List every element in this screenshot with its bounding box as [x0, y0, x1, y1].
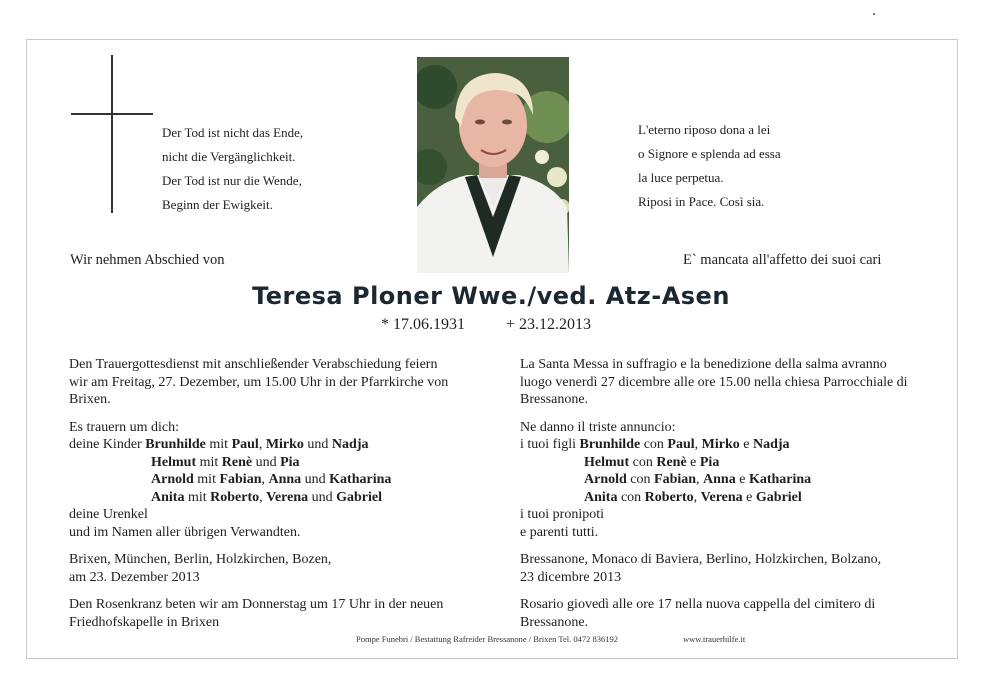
relatives-line: e parenti tutti. [520, 524, 599, 540]
family-line: Helmut mit Renè und Pia [151, 454, 300, 470]
verse-line: Beginn der Ewigkeit. [162, 197, 273, 212]
grandchildren-line: deine Urenkel [69, 507, 148, 522]
service-line: La Santa Messa in suffragio e la benedizione della salma avranno [520, 357, 887, 372]
family-line: Anita mit Roberto, Verena und Gabriel [151, 489, 383, 505]
grandchildren-line: i tuoi pronipoti [520, 507, 604, 522]
service-line: Brixen. [69, 392, 111, 407]
family-line: deine Kinder Brunhilde mit Paul, Mirko und Nadja [69, 437, 369, 452]
place-date-line: Bressanone, Monaco di Baviera, Berlino, Holzkirchen, Bolzano, [520, 552, 882, 567]
birth-date: * 17.06.1931 [381, 316, 465, 333]
farewell-lead-italian: E` mancata all'affetto dei suoi cari [683, 252, 882, 268]
death-date: + 23.12.2013 [506, 316, 592, 333]
cross-icon [111, 55, 113, 213]
rosary-line: Den Rosenkranz beten wir am Donnerstag um 17 Uhr in der neuen [69, 597, 444, 612]
verse-line: o Signore e splenda ad essa [638, 146, 781, 161]
verse-line: nicht die Vergänglichkeit. [162, 149, 296, 164]
verse-line: la luce perpetua. [638, 170, 724, 185]
family-line: Arnold con Fabian, Anna e Katharina [584, 472, 812, 487]
deceased-name: Teresa Ploner Wwe./ved. Atz-Asen [252, 282, 730, 310]
verse-line: L'eterno riposo dona a lei [638, 122, 771, 137]
verse-line: Riposi in Pace. Così sia. [638, 194, 765, 209]
portrait-photo [417, 57, 569, 273]
mourners-intro: Es trauern um dich: [69, 419, 180, 435]
rosary-line: Rosario giovedì alle ore 17 nella nuova cappella del cimitero di [520, 597, 876, 612]
family-line: Anita con Roberto, Verena e Gabriel [584, 489, 802, 505]
funeral-home-info: Pompe Funebri / Bestattung Rafreider Bressanone / Brixen Tel. 0472 836192 [356, 634, 618, 644]
italian-column [520, 356, 960, 631]
family-line: Arnold mit Fabian, Anna und Katharina [151, 472, 392, 487]
relatives-line: und im Namen aller übrigen Verwandten. [69, 524, 301, 540]
service-line: wir am Freitag, 27. Dezember, um 15.00 Uhr in der Pfarrkirche von [69, 374, 449, 390]
website-link[interactable]: www.trauerhilfe.it [683, 634, 746, 644]
service-line: Den Trauergottesdienst mit anschließender Verabschiedung feiern [69, 357, 438, 372]
cross-icon-bar [71, 113, 153, 115]
verse-line: Der Tod ist nicht das Ende, [162, 125, 304, 140]
verse-german [162, 121, 303, 217]
verse-line: Der Tod ist nur die Wende, [162, 173, 302, 188]
family-line: i tuoi figli Brunhilde con Paul, Mirko e Nadja [520, 437, 790, 452]
rosary-line: Friedhofskapelle in Brixen [69, 614, 220, 630]
farewell-lead-german: Wir nehmen Abschied von [70, 252, 225, 268]
service-line: luogo venerdì 27 dicembre alle ore 15.00 nella chiesa Parrocchiale di [520, 374, 908, 390]
place-date-line: am 23. Dezember 2013 [69, 569, 200, 585]
family-line: Helmut con Renè e Pia [584, 454, 720, 470]
rosary-line: Bressanone. [520, 614, 589, 630]
german-column [69, 356, 499, 631]
place-date-line: Brixen, München, Berlin, Holzkirchen, Bozen, [69, 552, 332, 567]
verse-italian [638, 118, 781, 214]
service-line: Bressanone. [520, 392, 589, 407]
place-date-line: 23 dicembre 2013 [520, 569, 622, 585]
speck [873, 13, 875, 15]
mourners-intro: Ne danno il triste annuncio: [520, 419, 676, 435]
